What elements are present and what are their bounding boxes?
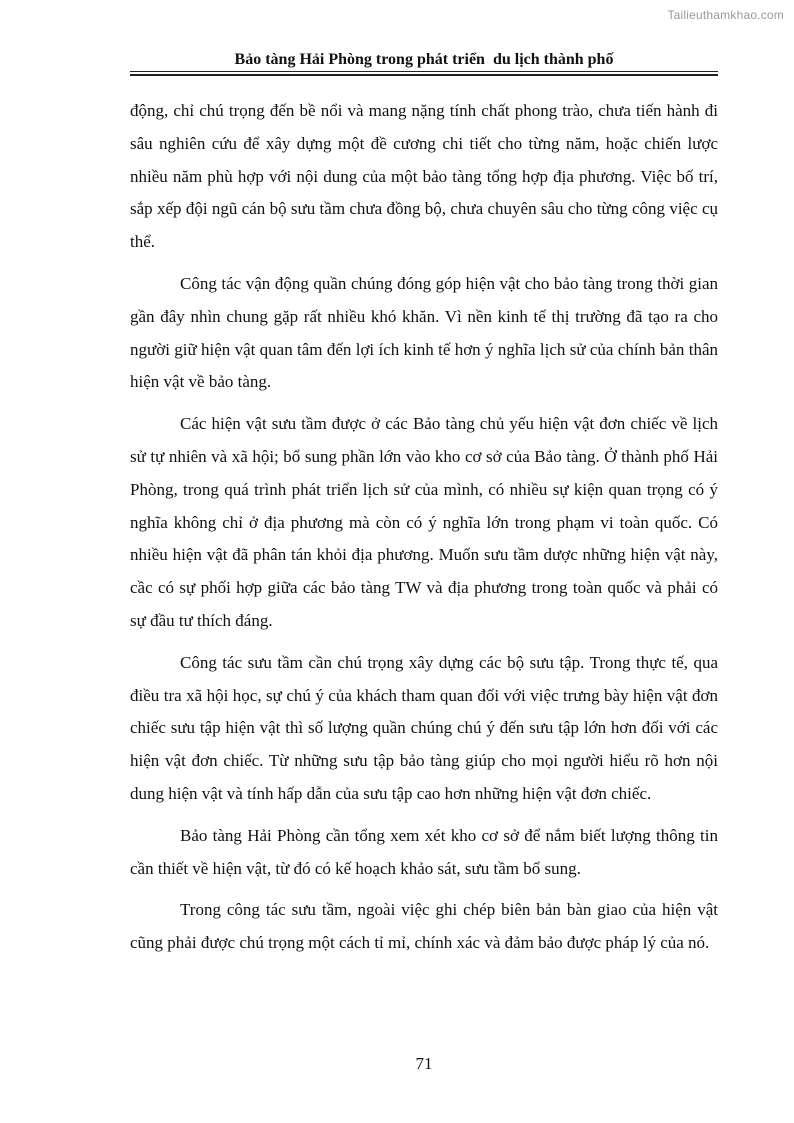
header-rule-thin xyxy=(130,71,718,72)
paragraph-continued: động, chỉ chú trọng đến bề nổi và mang nặng tính chất phong trào, chưa tiến hành đi sâu nghiên cứu để xây dựng một đề cương chi tiết cho từng năm, hoặc chiến lược nhiều năm phù hợp với nội dung của một bảo tàng tổng hợp địa phương. Việc bố trí, sắp xếp đội ngũ cán bộ sưu tầm chưa đồng bộ, chưa chuyên sâu cho từng công việc cụ thể. xyxy=(130,101,718,252)
paragraph: Trong công tác sưu tầm, ngoài việc ghi chép biên bản bàn giao của hiện vật cũng phải được chú trọng một cách tỉ mỉ, chính xác và đảm bảo được pháp lý của nó. xyxy=(130,900,718,953)
paragraph: Bảo tàng Hải Phòng cần tổng xem xét kho cơ sở để nắm biết lượng thông tin cần thiết về hiện vật, từ đó có kế hoạch khảo sát, sưu tầm bổ sung. xyxy=(130,825,718,878)
paragraph: Công tác vận động quần chúng đóng góp hiện vật cho bảo tàng trong thời gian gần đây nhìn chung gặp rất nhiều khó khăn. Vì nền kinh tế thị trường đã tạo ra cho người giữ hiện vật quan tâm đến lợi ích kinh tế hơn ý nghĩa lịch sử của chính bản thân hiện vật về bảo tàng. xyxy=(130,273,718,392)
paragraph: Công tác sưu tầm cần chú trọng xây dựng các bộ sưu tập. Trong thực tế, qua điều tra xã hội học, sự chú ý của khách tham quan đối với việc trưng bày hiện vật đơn chiếc sưu tập hiện vật thì số lượng quần chúng chú ý đến sưu tập lớn hơn đối với các hiện vật đơn chiếc. Từ những sưu tập bảo tàng giúp cho mọi người hiểu rõ hơn nội dung hiện vật và tính hấp dẫn của sưu tập cao hơn những hiện vật đơn chiếc. xyxy=(130,652,718,803)
paragraph: Các hiện vật sưu tầm được ở các Bảo tàng chủ yếu hiện vật đơn chiếc về lịch sử tự nhiên và xã hội; bổ sung phần lớn vào kho cơ sở của Bảo tàng. Ở thành phố Hải Phòng, trong quá trình phát triển lịch sử của mình, có nhiều sự kiện quan trọng có ý nghĩa không chỉ ở địa phương mà còn có ý nghĩa lớn trong phạm vi toàn quốc. Có nhiều hiện vật đã phân tán khỏi địa phương. Muốn sưu tầm dược những hiện vật này, cầc có sự phối hợp giữa các bảo tàng TW và địa phương trong toàn quốc và phải có sự đầu tư thích đáng. xyxy=(130,414,718,630)
watermark: Tailieuthamkhao.com xyxy=(667,8,784,22)
header-rule-thick xyxy=(130,74,718,76)
body-text xyxy=(130,95,718,969)
running-header-title: Bảo tàng Hải Phòng trong phát triển du lịch thành phố xyxy=(234,51,614,68)
page-number: 71 xyxy=(415,1054,433,1073)
